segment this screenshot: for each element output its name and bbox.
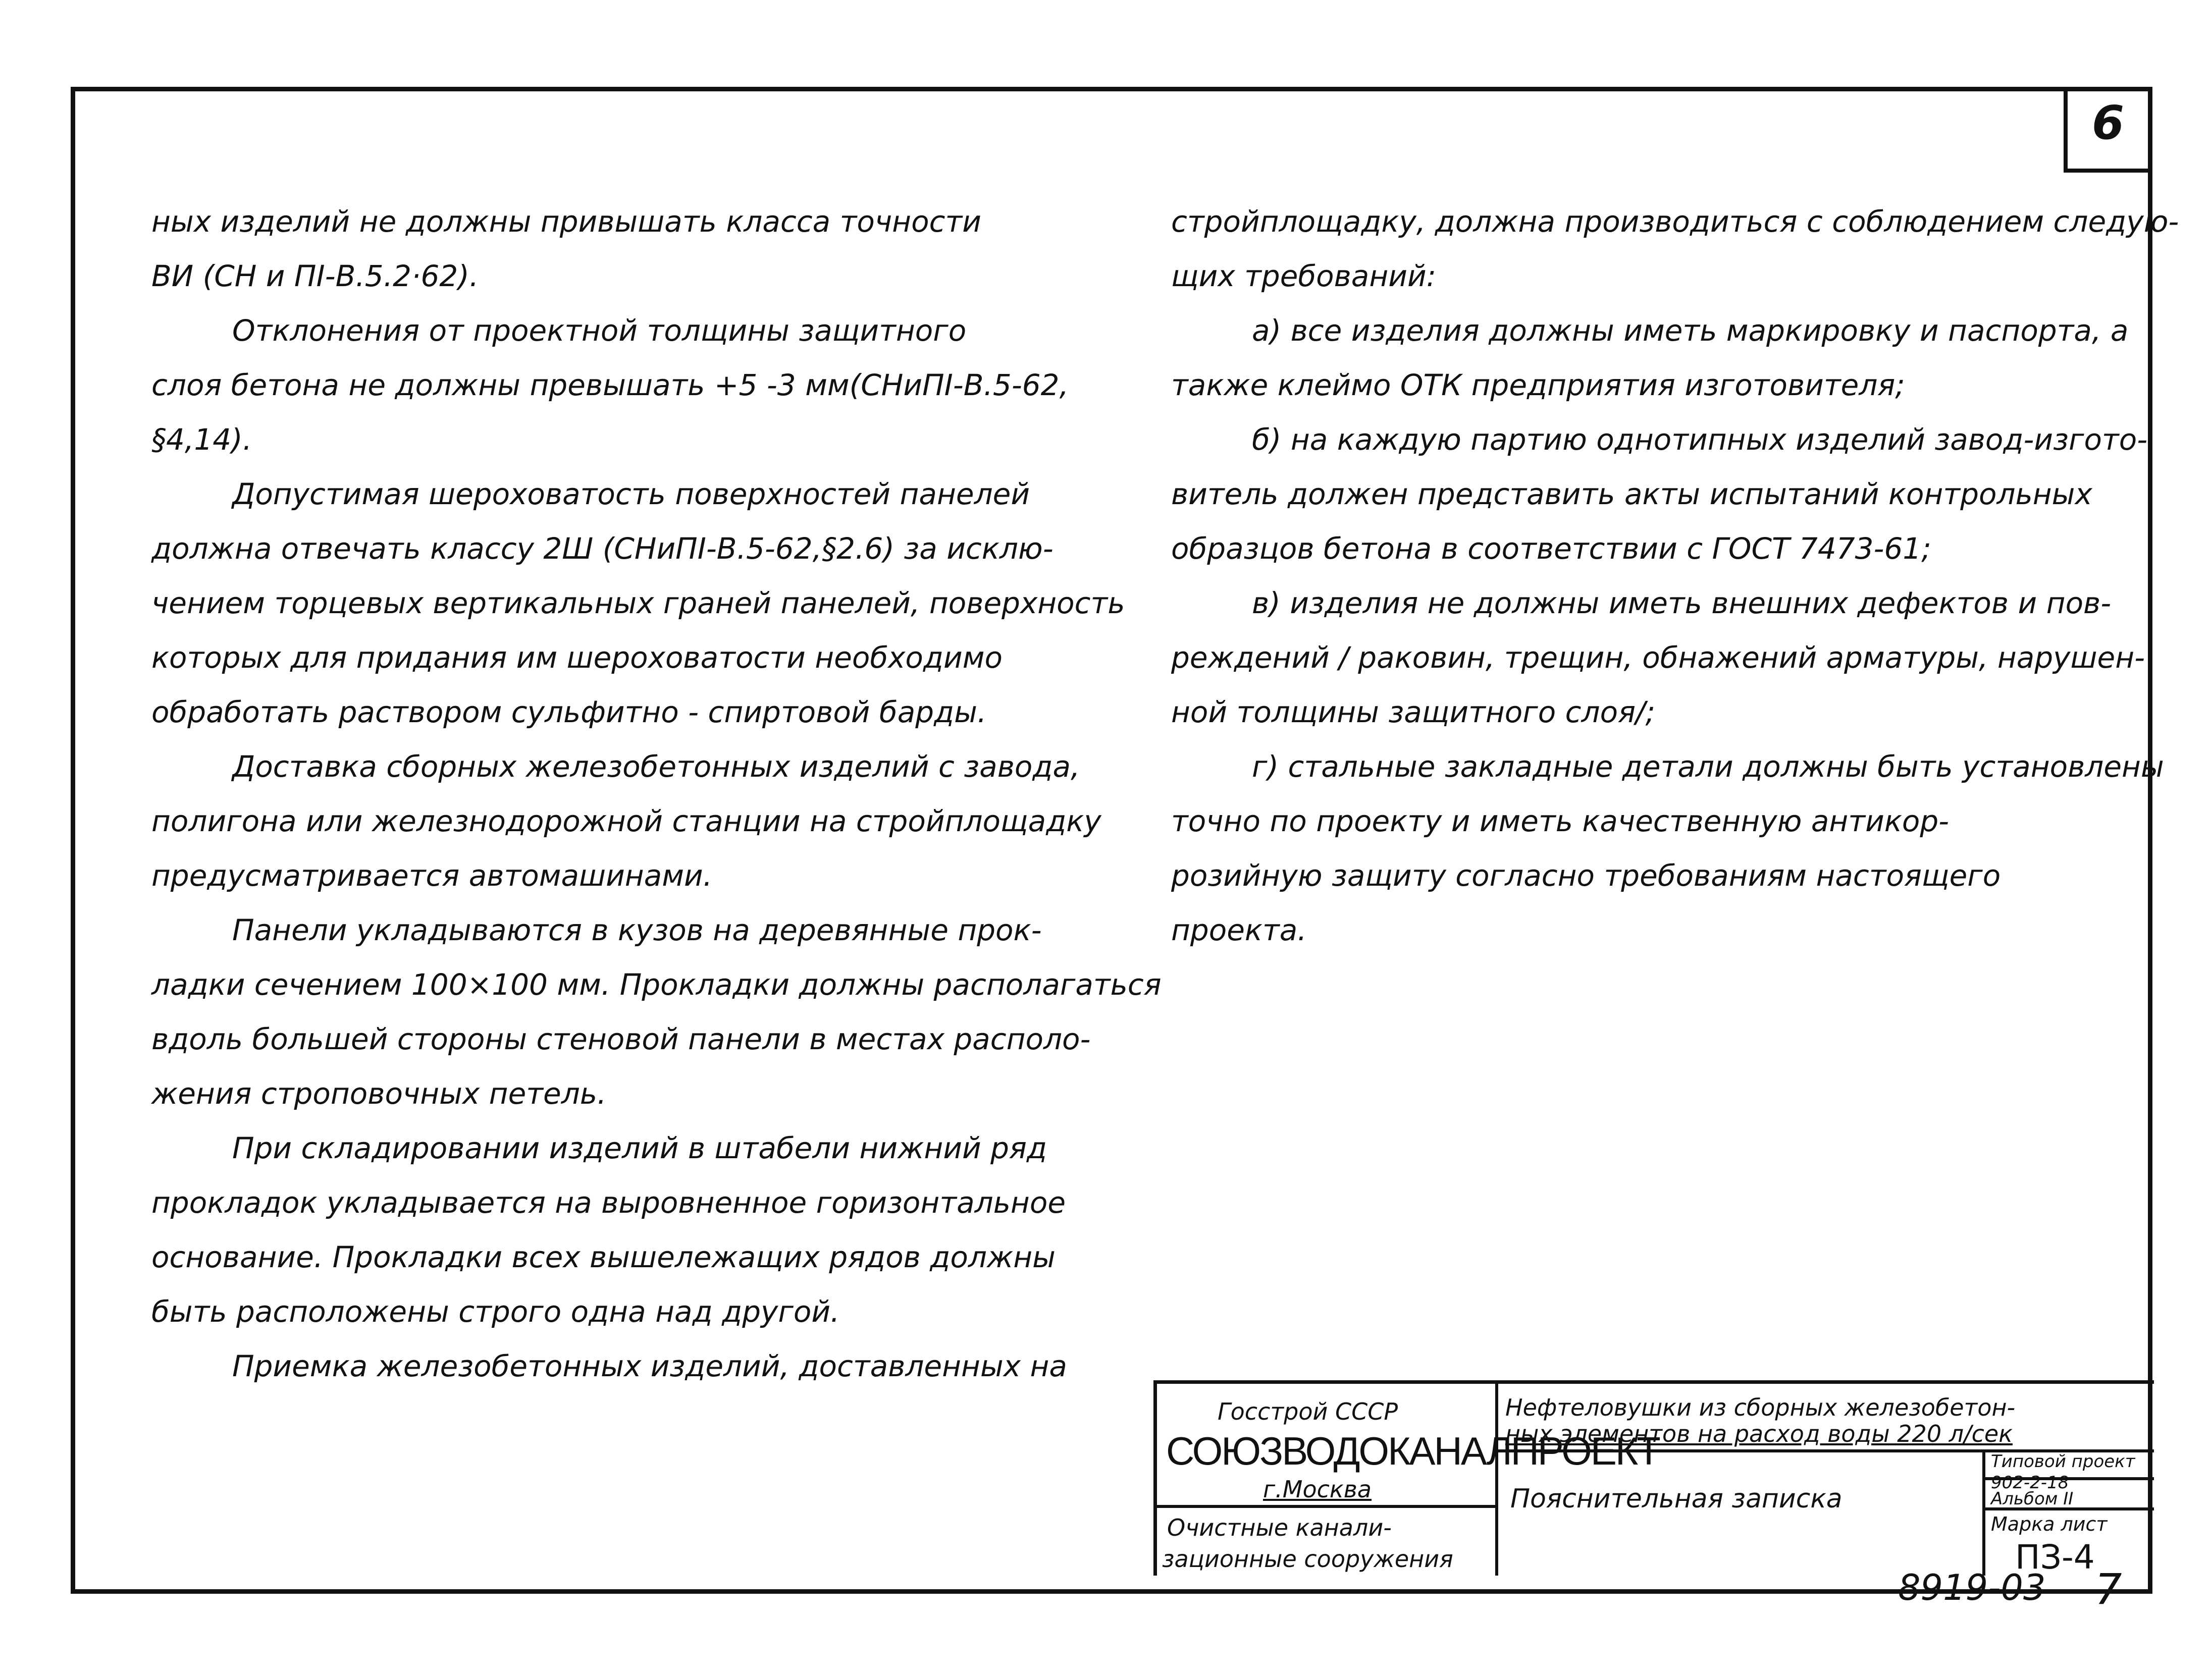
text-line: реждений / раковин, трещин, обнажений арматуры, нарушен- bbox=[1171, 640, 2145, 675]
text-line: стройплощадку, должна производиться с соблюдением следую- bbox=[1171, 204, 2179, 239]
text-line: которых для придания им шероховатости необходимо bbox=[151, 640, 1003, 675]
right-text-column bbox=[1171, 194, 2179, 957]
text-line: г) стальные закладные детали должны быть установлены bbox=[1252, 749, 2164, 784]
text-line: вдоль большей стороны стеновой панели в местах располо- bbox=[151, 1022, 1091, 1056]
text-line: чением торцевых вертикальных граней панелей, поверхность bbox=[151, 586, 1125, 620]
text-line: Доставка сборных железобетонных изделий с завода, bbox=[232, 749, 1080, 784]
project-name-line-2: ных элементов на расход воды 220 л/сек bbox=[1505, 1420, 2013, 1447]
text-line: Приемка железобетонных изделий, доставленных на bbox=[232, 1349, 1067, 1383]
text-line: полигона или железнодорожной станции на стройплощадку bbox=[151, 804, 1101, 838]
mark-sheet-value: ПЗ-4 bbox=[2015, 1538, 2095, 1577]
text-line: При складировании изделий в штабели нижний ряд bbox=[232, 1131, 1047, 1165]
sheet-number-box bbox=[2064, 87, 2148, 173]
project-name-line-1: Нефтеловушки из сборных железобетон- bbox=[1505, 1394, 2016, 1421]
text-line: основание. Прокладки всех вышележащих рядов должны bbox=[151, 1240, 1056, 1274]
text-line: Допустимая шероховатость поверхностей панелей bbox=[232, 477, 1030, 511]
text-line: ных изделий не должны привышать класса точности bbox=[151, 204, 981, 239]
text-line: б) на каждую партию однотипных изделий завод-изгото- bbox=[1252, 422, 2148, 457]
text-line: а) все изделия должны иметь маркировку и паспорта, а bbox=[1252, 313, 2129, 348]
title-block bbox=[1153, 1380, 2154, 1576]
section-line-1: Очистные канали- bbox=[1167, 1514, 1392, 1541]
text-line: образцов бетона в соответствии с ГОСТ 7473-61; bbox=[1171, 531, 1931, 566]
stamp-number: 8919-03 bbox=[1898, 1567, 2046, 1608]
text-line: ной толщины защитного слоя/; bbox=[1171, 695, 1656, 729]
text-line: слоя бетона не должны превышать +5 -3 мм(СНиПI-В.5-62, bbox=[151, 368, 1069, 402]
section-line-2: зационные сооружения bbox=[1162, 1545, 1453, 1573]
text-line: розийную защиту согласно требованиям настоящего bbox=[1171, 858, 2001, 893]
text-line: ВИ (СН и ПI-В.5.2·62). bbox=[151, 259, 479, 293]
mark-sheet-label: Марка лист bbox=[1991, 1513, 2108, 1535]
text-line: жения строповочных петель. bbox=[151, 1076, 607, 1111]
album-number: Альбом II bbox=[1991, 1489, 2074, 1509]
text-line: Панели укладываются в кузов на деревянные прок- bbox=[232, 913, 1042, 947]
left-text-column bbox=[151, 194, 1162, 1393]
text-line: предусматривается автомашинами. bbox=[151, 858, 713, 893]
project-code: 902-2-18 bbox=[1991, 1473, 2069, 1493]
org-city: г.Москва bbox=[1263, 1476, 1372, 1503]
text-line: быть расположены строго одна над другой. bbox=[151, 1294, 840, 1329]
sheet-number: 6 bbox=[2091, 96, 2124, 150]
text-line: §4,14). bbox=[151, 422, 252, 457]
title-block-divider bbox=[1982, 1449, 1985, 1576]
text-line: должна отвечать классу 2Ш (СНиПI-В.5-62,§2.6) за исклю- bbox=[151, 531, 1054, 566]
text-line: Отклонения от проектной толщины защитного bbox=[232, 313, 967, 348]
title-block-divider bbox=[1495, 1384, 1498, 1576]
org-name: СОЮЗВОДОКАНАЛПРОЕКТ bbox=[1166, 1429, 1659, 1473]
text-line: щих требований: bbox=[1171, 259, 1437, 293]
text-line: проекта. bbox=[1171, 913, 1307, 947]
text-line: витель должен представить акты испытаний контрольных bbox=[1171, 477, 2092, 511]
text-line: обработать раствором сульфитно - спиртовой барды. bbox=[151, 695, 987, 729]
org-ministry: Госстрой СССР bbox=[1218, 1398, 1398, 1425]
text-line: ладки сечением 100×100 мм. Прокладки должны располагаться bbox=[151, 967, 1162, 1002]
document-title: Пояснительная записка bbox=[1510, 1484, 1842, 1514]
typical-project-label: Типовой проект bbox=[1991, 1451, 2135, 1472]
text-line: в) изделия не должны иметь внешних дефектов и пов- bbox=[1252, 586, 2112, 620]
text-line: также клеймо ОТК предприятия изготовителя; bbox=[1171, 368, 1905, 402]
text-line: прокладок укладывается на выровненное горизонтальное bbox=[151, 1185, 1066, 1220]
title-block-divider bbox=[1157, 1505, 1495, 1508]
text-line: точно по проекту и иметь качественную антикор- bbox=[1171, 804, 1950, 838]
page-number: 7 bbox=[2095, 1564, 2122, 1614]
